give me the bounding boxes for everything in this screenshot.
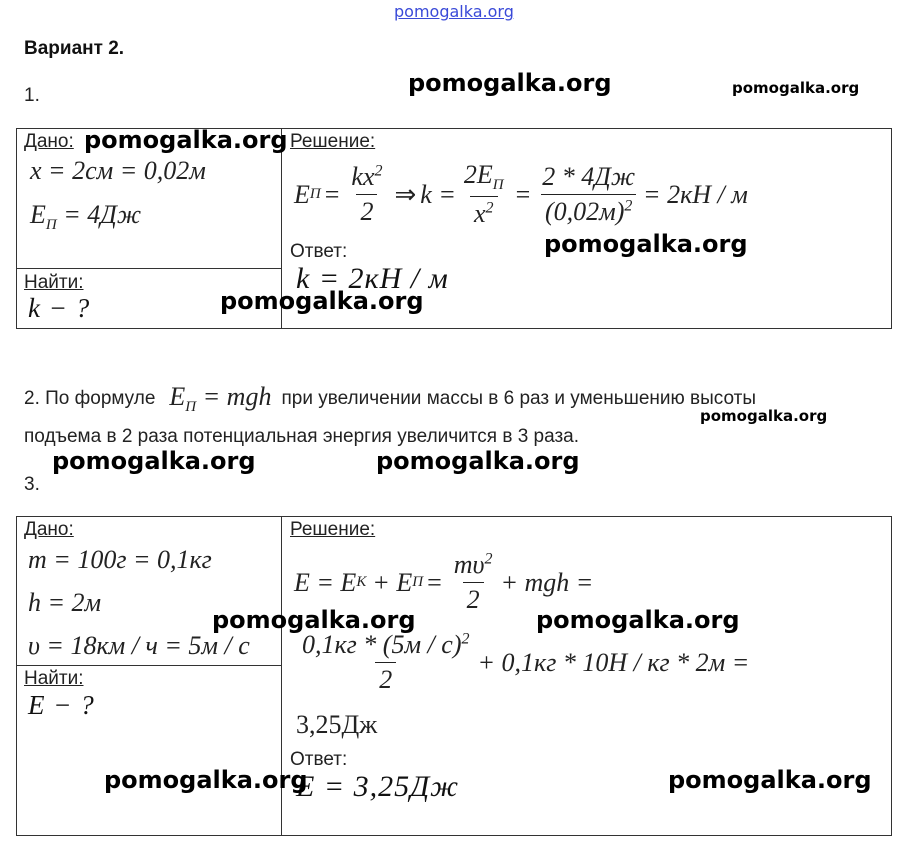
task3-given-1: m = 100г = 0,1кг <box>28 545 212 574</box>
watermark: pomogalka.org <box>732 79 860 97</box>
task2-line-1: 2. По формуле $E_П$ = mgh при увеличении массы в 6 раз и уменьшению высоты <box>24 382 757 416</box>
task3-answer: E = 3,25Дж <box>296 770 460 803</box>
task3-given-label: Дано: <box>24 519 74 540</box>
task1-answer-label: Ответ: <box>290 241 348 262</box>
task1-find-label: Найти: <box>24 272 84 293</box>
task3-divider-horizontal <box>16 665 282 666</box>
watermark: pomogalka.org <box>700 407 828 425</box>
watermark: pomogalka.org <box>408 69 612 97</box>
watermark: pomogalka.org <box>220 287 424 315</box>
watermark: pomogalka.org <box>544 230 748 258</box>
watermark: pomogalka.org <box>104 766 308 794</box>
watermark: pomogalka.org <box>668 766 872 794</box>
task2-line-2: подъема в 2 раза потенциальная энергия увеличится в 3 раза. <box>24 426 580 447</box>
watermark: pomogalka.org <box>536 606 740 634</box>
task3-number: 3. <box>24 474 40 495</box>
variant-title: Вариант 2. <box>24 38 125 59</box>
task1-solution-label: Решение: <box>290 131 376 152</box>
task3-given-3: υ = 18км / ч = 5м / с <box>28 631 250 660</box>
top-watermark-link[interactable]: pomogalka.org <box>394 2 514 21</box>
task1-given-2: $E_П = 4Дж$ <box>30 200 142 234</box>
task1-find: k − ? <box>28 293 91 323</box>
task1-given-label: Дано: <box>24 131 74 152</box>
task1-divider-horizontal <box>16 268 282 269</box>
task3-answer-label: Ответ: <box>290 749 348 770</box>
task3-solution-line-2: $\frac{0,1кг * (5м / с)^2}{2}$ + 0,1кг * 10Н / кг * 2м = <box>302 630 750 694</box>
task3-solution-line-1: E = E К + E П = $\frac{m\upsilon^2}{2}$ + mgh = <box>294 550 594 614</box>
task1-number: 1. <box>24 85 40 106</box>
task3-given-2: h = 2м <box>28 588 102 617</box>
task3-find: E − ? <box>28 690 95 720</box>
watermark: pomogalka.org <box>84 126 288 154</box>
watermark: pomogalka.org <box>212 606 416 634</box>
watermark: pomogalka.org <box>52 447 256 475</box>
task1-given-1: x = 2см = 0,02м <box>30 156 206 185</box>
task1-answer: k = 2кН / м <box>296 262 449 295</box>
task3-solution-label: Решение: <box>290 519 376 540</box>
task3-find-label: Найти: <box>24 668 84 689</box>
task3-solution-line-3: 3,25Дж <box>296 710 378 739</box>
task1-solution-formula: E П = $\frac{kx^2}{2}$ ⇒ k = $\frac{2E_П}{x^2}$ = $\frac{2 * 4Дж}{(0,02м)^2}$ = 2кН / м <box>294 160 748 229</box>
watermark: pomogalka.org <box>376 447 580 475</box>
